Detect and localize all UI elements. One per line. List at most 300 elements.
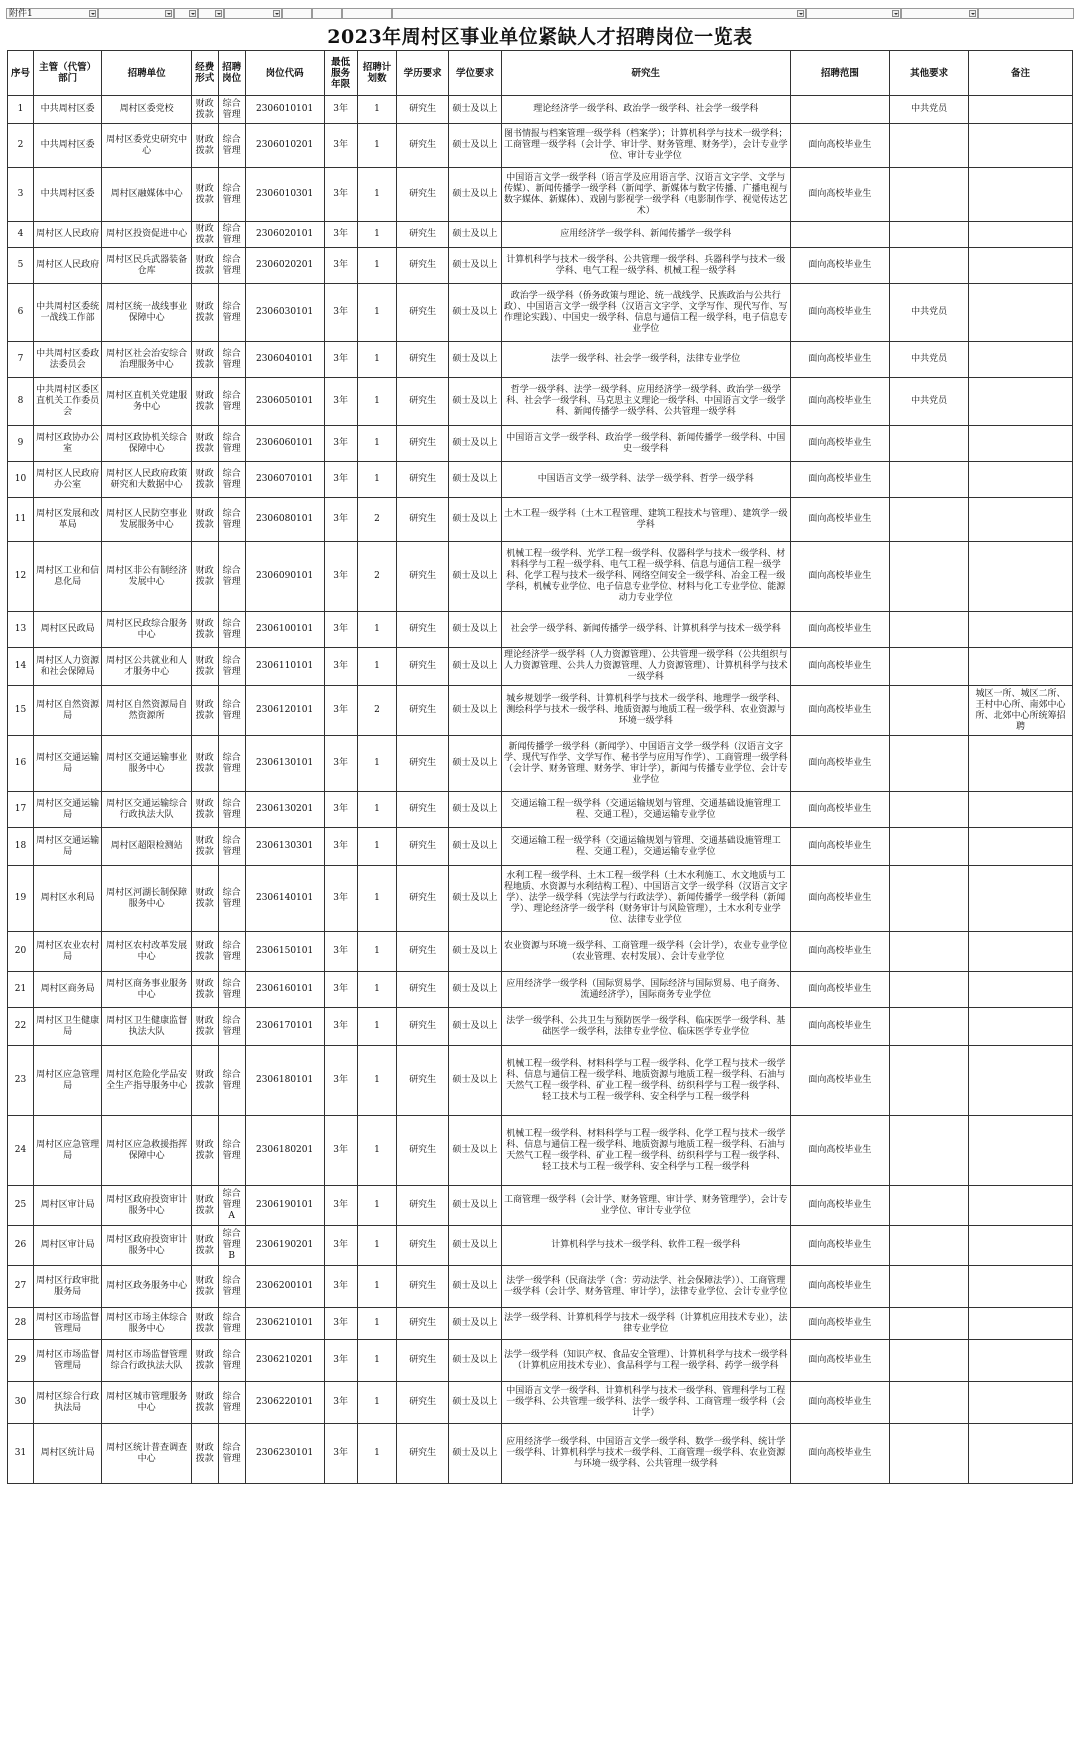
dropdown-arrow-icon[interactable] (969, 10, 976, 17)
major-cell: 政治学一级学科（侨务政策与理论、统一战线学、民族政治与公共行政）、中国语言文学一级学科（汉语言文字学、文学写作、现代写作、写作理论实践）、中国史一级学科、信息与通信工程一级学科，电子信息专业学位 (502, 284, 791, 342)
filter-cell[interactable] (392, 8, 806, 19)
degree-cell: 硕士及以上 (449, 1186, 502, 1226)
other-cell (890, 542, 969, 612)
row-number: 18 (8, 828, 34, 866)
dropdown-arrow-icon[interactable] (89, 10, 96, 17)
dept-cell: 周村区卫生健康局 (33, 1008, 102, 1046)
row-number: 19 (8, 866, 34, 932)
scope-cell: 面向高校毕业生 (790, 1226, 890, 1266)
scope-cell: 面向高校毕业生 (790, 1008, 890, 1046)
fund-cell: 财政拨款 (191, 648, 218, 686)
plan-cell: 1 (357, 1308, 396, 1340)
fund-cell: 财政拨款 (191, 1008, 218, 1046)
dropdown-arrow-icon[interactable] (189, 10, 196, 17)
table-row (8, 378, 1073, 426)
dept-cell: 中共周村区委统一战线工作部 (33, 284, 102, 342)
code-cell: 2306150101 (245, 932, 324, 972)
degree-cell: 硕士及以上 (449, 736, 502, 792)
plan-cell: 1 (357, 248, 396, 284)
degree-cell: 硕士及以上 (449, 248, 502, 284)
degree-cell: 硕士及以上 (449, 1226, 502, 1266)
years-cell: 3年 (324, 248, 357, 284)
row-number: 15 (8, 686, 34, 736)
unit-cell: 周村区交通运输事业服务中心 (102, 736, 191, 792)
row-number: 8 (8, 378, 34, 426)
edu-cell: 研究生 (397, 686, 449, 736)
unit-cell: 周村区危险化学品安全生产指导服务中心 (102, 1046, 191, 1116)
note-cell (969, 866, 1073, 932)
note-cell (969, 1226, 1073, 1266)
degree-cell: 硕士及以上 (449, 932, 502, 972)
code-cell: 2306010101 (245, 96, 324, 124)
code-cell: 2306090101 (245, 542, 324, 612)
code-cell: 2306060101 (245, 426, 324, 462)
degree-cell: 硕士及以上 (449, 1008, 502, 1046)
code-cell: 2306120101 (245, 686, 324, 736)
fund-cell: 财政拨款 (191, 1340, 218, 1382)
plan-cell: 2 (357, 542, 396, 612)
note-cell (969, 462, 1073, 498)
scope-cell: 面向高校毕业生 (790, 1186, 890, 1226)
edu-cell: 研究生 (397, 828, 449, 866)
row-number: 25 (8, 1186, 34, 1226)
code-cell: 2306180201 (245, 1116, 324, 1186)
code-cell: 2306080101 (245, 498, 324, 542)
degree-cell: 硕士及以上 (449, 342, 502, 378)
post-cell: 综合管理 (218, 828, 245, 866)
row-number: 20 (8, 932, 34, 972)
degree-cell: 硕士及以上 (449, 426, 502, 462)
scope-cell: 面向高校毕业生 (790, 1340, 890, 1382)
column-header: 学历要求 (397, 51, 449, 96)
code-cell: 2306130101 (245, 736, 324, 792)
fund-cell: 财政拨款 (191, 378, 218, 426)
dropdown-arrow-icon[interactable] (797, 10, 804, 17)
plan-cell: 1 (357, 1382, 396, 1424)
column-header: 招聘计划数 (357, 51, 396, 96)
unit-cell: 周村区公共就业和人才服务中心 (102, 648, 191, 686)
unit-cell: 周村区非公有制经济发展中心 (102, 542, 191, 612)
table-row (8, 1046, 1073, 1116)
recruitment-table (7, 50, 1073, 1484)
unit-cell: 周村区民兵武器装备仓库 (102, 248, 191, 284)
scope-cell: 面向高校毕业生 (790, 648, 890, 686)
plan-cell: 1 (357, 1116, 396, 1186)
degree-cell: 硕士及以上 (449, 1424, 502, 1484)
row-number: 17 (8, 792, 34, 828)
degree-cell: 硕士及以上 (449, 222, 502, 248)
degree-cell: 硕士及以上 (449, 1382, 502, 1424)
filter-cell[interactable] (978, 8, 1074, 19)
post-cell: 综合管理 (218, 542, 245, 612)
code-cell: 2306110101 (245, 648, 324, 686)
other-cell (890, 1308, 969, 1340)
code-cell: 2306180101 (245, 1046, 324, 1116)
code-cell: 2306050101 (245, 378, 324, 426)
unit-cell: 周村区社会治安综合治理服务中心 (102, 342, 191, 378)
note-cell (969, 96, 1073, 124)
row-number: 16 (8, 736, 34, 792)
years-cell: 3年 (324, 648, 357, 686)
table-row (8, 426, 1073, 462)
unit-cell: 周村区政协机关综合保障中心 (102, 426, 191, 462)
note-cell (969, 124, 1073, 168)
years-cell: 3年 (324, 1186, 357, 1226)
post-cell: 综合管理A (218, 1186, 245, 1226)
code-cell: 2306170101 (245, 1008, 324, 1046)
major-cell: 机械工程一级学科、材料科学与工程一级学科、化学工程与技术一级学科、信息与通信工程一级学科、地质资源与地质工程一级学科、石油与天然气工程一级学科、矿业工程一级学科、纺织科学与工程一级学科、轻工技术与工程一级学科、安全科学与工程一级学科 (502, 1046, 791, 1116)
other-cell (890, 686, 969, 736)
edu-cell: 研究生 (397, 1340, 449, 1382)
scope-cell: 面向高校毕业生 (790, 1424, 890, 1484)
edu-cell: 研究生 (397, 284, 449, 342)
note-cell (969, 284, 1073, 342)
fund-cell: 财政拨款 (191, 1266, 218, 1308)
fund-cell: 财政拨款 (191, 222, 218, 248)
code-cell: 2306100101 (245, 612, 324, 648)
other-cell (890, 1226, 969, 1266)
code-cell: 2306190101 (245, 1186, 324, 1226)
table-row (8, 168, 1073, 222)
table-row (8, 1116, 1073, 1186)
edu-cell: 研究生 (397, 1186, 449, 1226)
scope-cell: 面向高校毕业生 (790, 612, 890, 648)
plan-cell: 1 (357, 612, 396, 648)
scope-cell (790, 96, 890, 124)
table-row (8, 462, 1073, 498)
code-cell: 2306210201 (245, 1340, 324, 1382)
scope-cell: 面向高校毕业生 (790, 1308, 890, 1340)
dept-cell: 中共周村区委政法委员会 (33, 342, 102, 378)
scope-cell: 面向高校毕业生 (790, 792, 890, 828)
row-number: 30 (8, 1382, 34, 1424)
note-cell (969, 792, 1073, 828)
dept-cell: 周村区人力资源和社会保障局 (33, 648, 102, 686)
dept-cell: 中共周村区委 (33, 96, 102, 124)
other-cell (890, 1046, 969, 1116)
major-cell: 应用经济学一级学科（国际贸易学、国际经济与国际贸易、电子商务、流通经济学），国际商务专业学位 (502, 972, 791, 1008)
dropdown-arrow-icon[interactable] (273, 10, 280, 17)
note-cell (969, 1382, 1073, 1424)
plan-cell: 1 (357, 648, 396, 686)
years-cell: 3年 (324, 498, 357, 542)
other-cell (890, 828, 969, 866)
degree-cell: 硕士及以上 (449, 124, 502, 168)
column-header: 备注 (969, 51, 1073, 96)
plan-cell: 1 (357, 168, 396, 222)
fund-cell: 财政拨款 (191, 96, 218, 124)
years-cell: 3年 (324, 222, 357, 248)
table-row (8, 828, 1073, 866)
years-cell: 3年 (324, 1266, 357, 1308)
years-cell: 3年 (324, 828, 357, 866)
degree-cell: 硕士及以上 (449, 612, 502, 648)
other-cell (890, 1424, 969, 1484)
other-cell: 中共党员 (890, 378, 969, 426)
plan-cell: 1 (357, 222, 396, 248)
years-cell: 3年 (324, 96, 357, 124)
scope-cell: 面向高校毕业生 (790, 1266, 890, 1308)
filter-cell[interactable] (312, 8, 342, 19)
unit-cell: 周村区政府投资审计服务中心 (102, 1226, 191, 1266)
degree-cell: 硕士及以上 (449, 1308, 502, 1340)
other-cell: 中共党员 (890, 342, 969, 378)
post-cell: 综合管理 (218, 1340, 245, 1382)
note-cell (969, 378, 1073, 426)
fund-cell: 财政拨款 (191, 792, 218, 828)
plan-cell: 1 (357, 828, 396, 866)
table-row (8, 248, 1073, 284)
unit-cell: 周村区超限检测站 (102, 828, 191, 866)
post-cell: 综合管理 (218, 96, 245, 124)
degree-cell: 硕士及以上 (449, 792, 502, 828)
table-row (8, 342, 1073, 378)
note-cell (969, 1046, 1073, 1116)
edu-cell: 研究生 (397, 168, 449, 222)
other-cell (890, 248, 969, 284)
scope-cell: 面向高校毕业生 (790, 1382, 890, 1424)
column-header: 最低服务年限 (324, 51, 357, 96)
filter-cell[interactable] (174, 8, 198, 19)
code-cell: 2306190201 (245, 1226, 324, 1266)
row-number: 23 (8, 1046, 34, 1116)
degree-cell: 硕士及以上 (449, 462, 502, 498)
unit-cell: 周村区委党史研究中心 (102, 124, 191, 168)
note-cell (969, 1266, 1073, 1308)
fund-cell: 财政拨款 (191, 284, 218, 342)
page-title: 2023年周村区事业单位紧缺人才招聘岗位一览表 (327, 26, 753, 48)
dept-cell: 周村区工业和信息化局 (33, 542, 102, 612)
scope-cell: 面向高校毕业生 (790, 124, 890, 168)
scope-cell: 面向高校毕业生 (790, 168, 890, 222)
unit-cell: 周村区统计普查调查中心 (102, 1424, 191, 1484)
unit-cell: 周村区直机关党建服务中心 (102, 378, 191, 426)
table-row (8, 1424, 1073, 1484)
code-cell: 2306020101 (245, 222, 324, 248)
fund-cell: 财政拨款 (191, 736, 218, 792)
code-cell: 2306020201 (245, 248, 324, 284)
major-cell: 哲学一级学科、法学一级学科、应用经济学一级学科、政治学一级学科、社会学一级学科、马克思主义理论一级学科、中国语言文学一级学科、新闻传播学一级学科、公共管理一级学科 (502, 378, 791, 426)
filter-cell[interactable] (806, 8, 901, 19)
row-number: 27 (8, 1266, 34, 1308)
dept-cell: 中共周村区委区直机关工作委员会 (33, 378, 102, 426)
edu-cell: 研究生 (397, 378, 449, 426)
dept-cell: 周村区人民政府 (33, 248, 102, 284)
edu-cell: 研究生 (397, 648, 449, 686)
filter-cell[interactable] (198, 8, 224, 19)
fund-cell: 财政拨款 (191, 1382, 218, 1424)
plan-cell: 1 (357, 1424, 396, 1484)
major-cell: 水利工程一级学科、土木工程一级学科（土木水利施工、水文地质与工程地质、水资源与水利结构工程）、中国语言文学一级学科（汉语言文字学）、法学一级学科（宪法学与行政法学）、新闻传播学一级学科（新闻学）、理论经济学一级学科（财务审计与风险管理），土木水利专业学位、法律专业学位 (502, 866, 791, 932)
table-row (8, 792, 1073, 828)
code-cell: 2306040101 (245, 342, 324, 378)
table-header-row (8, 51, 1073, 96)
degree-cell: 硕士及以上 (449, 972, 502, 1008)
other-cell (890, 792, 969, 828)
filter-cell[interactable] (282, 8, 312, 19)
edu-cell: 研究生 (397, 124, 449, 168)
row-number: 4 (8, 222, 34, 248)
table-row (8, 498, 1073, 542)
filter-cell[interactable] (98, 8, 174, 19)
filter-bar (6, 8, 1074, 21)
fund-cell: 财政拨款 (191, 248, 218, 284)
post-cell: 综合管理 (218, 284, 245, 342)
major-cell: 法学一级学科（民商法学（含：劳动法学、社会保障法学））、工商管理一级学科（会计学、财务管理、审计学），法律专业学位、会计专业学位 (502, 1266, 791, 1308)
years-cell: 3年 (324, 1340, 357, 1382)
dept-cell: 周村区交通运输局 (33, 828, 102, 866)
other-cell (890, 1186, 969, 1226)
table-row (8, 1340, 1073, 1382)
post-cell: 综合管理 (218, 648, 245, 686)
filter-cell-label: 附件1 (9, 9, 33, 19)
code-cell: 2306030101 (245, 284, 324, 342)
other-cell (890, 1382, 969, 1424)
post-cell: 综合管理 (218, 342, 245, 378)
edu-cell: 研究生 (397, 612, 449, 648)
table-row (8, 972, 1073, 1008)
dept-cell: 周村区市场监督管理局 (33, 1340, 102, 1382)
plan-cell: 1 (357, 866, 396, 932)
post-cell: 综合管理 (218, 686, 245, 736)
years-cell: 3年 (324, 462, 357, 498)
unit-cell: 周村区市场主体综合服务中心 (102, 1308, 191, 1340)
years-cell: 3年 (324, 736, 357, 792)
unit-cell: 周村区农村改革发展中心 (102, 932, 191, 972)
scope-cell: 面向高校毕业生 (790, 1046, 890, 1116)
unit-cell: 周村区交通运输综合行政执法大队 (102, 792, 191, 828)
major-cell: 农业资源与环境一级学科、工商管理一级学科（会计学），农业专业学位（农业管理、农村发展）、会计专业学位 (502, 932, 791, 972)
dept-cell: 周村区发展和改革局 (33, 498, 102, 542)
table-row (8, 542, 1073, 612)
unit-cell: 周村区投资促进中心 (102, 222, 191, 248)
edu-cell: 研究生 (397, 462, 449, 498)
row-number: 9 (8, 426, 34, 462)
years-cell: 3年 (324, 1116, 357, 1186)
dept-cell: 周村区民政局 (33, 612, 102, 648)
plan-cell: 1 (357, 972, 396, 1008)
dropdown-arrow-icon[interactable] (215, 10, 222, 17)
row-number: 13 (8, 612, 34, 648)
years-cell: 3年 (324, 686, 357, 736)
code-cell: 2306220101 (245, 1382, 324, 1424)
major-cell: 理论经济学一级学科、政治学一级学科、社会学一级学科 (502, 96, 791, 124)
edu-cell: 研究生 (397, 426, 449, 462)
other-cell (890, 1266, 969, 1308)
post-cell: 综合管理 (218, 222, 245, 248)
row-number: 31 (8, 1424, 34, 1484)
scope-cell: 面向高校毕业生 (790, 426, 890, 462)
note-cell (969, 1340, 1073, 1382)
dept-cell: 周村区应急管理局 (33, 1046, 102, 1116)
row-number: 3 (8, 168, 34, 222)
dropdown-arrow-icon[interactable] (165, 10, 172, 17)
row-number: 22 (8, 1008, 34, 1046)
code-cell: 2306130201 (245, 792, 324, 828)
scope-cell: 面向高校毕业生 (790, 462, 890, 498)
row-number: 26 (8, 1226, 34, 1266)
scope-cell: 面向高校毕业生 (790, 342, 890, 378)
plan-cell: 1 (357, 284, 396, 342)
table-row (8, 736, 1073, 792)
post-cell: 综合管理 (218, 168, 245, 222)
edu-cell: 研究生 (397, 736, 449, 792)
table-row (8, 932, 1073, 972)
dept-cell: 周村区政协办公室 (33, 426, 102, 462)
code-cell: 2306160101 (245, 972, 324, 1008)
other-cell (890, 498, 969, 542)
scope-cell: 面向高校毕业生 (790, 284, 890, 342)
edu-cell: 研究生 (397, 248, 449, 284)
major-cell: 工商管理一级学科（会计学、财务管理、审计学、财务管理学），会计专业学位、审计专业学位 (502, 1186, 791, 1226)
post-cell: 综合管理 (218, 1382, 245, 1424)
post-cell: 综合管理 (218, 1046, 245, 1116)
edu-cell: 研究生 (397, 542, 449, 612)
dropdown-arrow-icon[interactable] (892, 10, 899, 17)
row-number: 5 (8, 248, 34, 284)
other-cell (890, 124, 969, 168)
table-row (8, 124, 1073, 168)
years-cell: 3年 (324, 284, 357, 342)
filter-cell[interactable] (901, 8, 978, 19)
post-cell: 综合管理B (218, 1226, 245, 1266)
degree-cell: 硕士及以上 (449, 542, 502, 612)
note-cell (969, 542, 1073, 612)
dept-cell: 周村区交通运输局 (33, 736, 102, 792)
note-cell (969, 736, 1073, 792)
post-cell: 综合管理 (218, 1266, 245, 1308)
other-cell (890, 1008, 969, 1046)
note-cell (969, 828, 1073, 866)
years-cell: 3年 (324, 1308, 357, 1340)
years-cell: 3年 (324, 972, 357, 1008)
plan-cell: 1 (357, 124, 396, 168)
note-cell (969, 1008, 1073, 1046)
dept-cell: 周村区审计局 (33, 1186, 102, 1226)
column-header: 其他要求 (890, 51, 969, 96)
column-header: 研究生 (502, 51, 791, 96)
unit-cell: 周村区融媒体中心 (102, 168, 191, 222)
degree-cell: 硕士及以上 (449, 648, 502, 686)
table-row (8, 1226, 1073, 1266)
plan-cell: 1 (357, 792, 396, 828)
dept-cell: 周村区人民政府 (33, 222, 102, 248)
scope-cell: 面向高校毕业生 (790, 248, 890, 284)
row-number: 29 (8, 1340, 34, 1382)
post-cell: 综合管理 (218, 1116, 245, 1186)
fund-cell: 财政拨款 (191, 1186, 218, 1226)
major-cell: 法学一级学科、计算机科学与技术一级学科（计算机应用技术专业），法律专业学位 (502, 1308, 791, 1340)
scope-cell: 面向高校毕业生 (790, 498, 890, 542)
table-row (8, 222, 1073, 248)
note-cell: 城区一所、城区二所、王村中心所、南郊中心所、北郊中心所统筹招聘 (969, 686, 1073, 736)
major-cell: 社会学一级学科、新闻传播学一级学科、计算机科学与技术一级学科 (502, 612, 791, 648)
major-cell: 机械工程一级学科、材料科学与工程一级学科、化学工程与技术一级学科、信息与通信工程一级学科、地质资源与地质工程一级学科、石油与天然气工程一级学科、矿业工程一级学科、纺织科学与工程一级学科、轻工技术与工程一级学科、安全科学与工程一级学科 (502, 1116, 791, 1186)
row-number: 14 (8, 648, 34, 686)
major-cell: 中国语言文学一级学科、法学一级学科、哲学一级学科 (502, 462, 791, 498)
table-row (8, 1266, 1073, 1308)
filter-cell[interactable] (224, 8, 282, 19)
unit-cell: 周村区民政综合服务中心 (102, 612, 191, 648)
filter-cell[interactable] (342, 8, 392, 19)
filter-cell[interactable] (6, 8, 98, 19)
edu-cell: 研究生 (397, 96, 449, 124)
major-cell: 法学一级学科、社会学一级学科，法律专业学位 (502, 342, 791, 378)
scope-cell: 面向高校毕业生 (790, 736, 890, 792)
post-cell: 综合管理 (218, 462, 245, 498)
row-number: 1 (8, 96, 34, 124)
unit-cell: 周村区人民防空事业发展服务中心 (102, 498, 191, 542)
